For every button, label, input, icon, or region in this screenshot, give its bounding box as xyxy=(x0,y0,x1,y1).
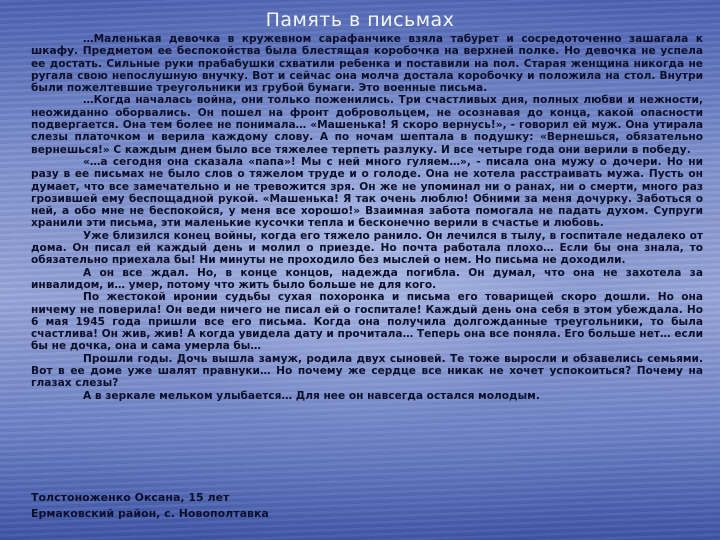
paragraph-2: …Когда началась война, они только поженились. Три счастливых дня, полных любви и нежности, неожиданно оборвались. Он пошел на фронт добровольцем, не осознавая до конца, какой опасности подвергается. Она тем более не понимала… «Машенька! Я скоро вернусь!», - говорил ей муж. Она утирала слезы платочком и верила каждому слову. А по ночам шептала в подушку: «Вернешься, обязательно вернешься!» С каждым днем было все тяжелее терпеть разлуку. И все четыре года они верили в победу. xyxy=(31,94,703,156)
paragraph-5: А он все ждал. Но, в конце концов, надежда погибла. Он думал, что она не захотела за инвалидом, и… умер, потому что жить было больше не для кого. xyxy=(31,266,703,291)
page-title: Память в письмах xyxy=(265,9,455,31)
signature-location: Ермаковский район, с. Новополтавка xyxy=(31,507,269,520)
paragraph-7: Прошли годы. Дочь вышла замуж, родила двух сыновей. Те тоже выросли и обзавелись семьями. Вот в ее доме уже шалят правнуки… Но почему же сердце все никак не хочет успокоиться? Почему на глазах слезы? xyxy=(31,352,703,390)
paragraph-6: По жестокой иронии судьбы сухая похоронка и письма его товарищей скоро дошли. Но она ничему не поверила! Он веди ничего не писал ей о госпитале! Каждый день она себя в этом убеждала. Но 6 мая 1945 года пришли все его письма. Когда она получила долгожданные треугольники, то была счастлива! Он жив, жив! А когда увидела дату и прочитала… Теперь она все поняла. Его больше нет… если бы не дочка, она и сама умерла бы… xyxy=(31,291,703,353)
signature-author: Толстоноженко Оксана, 15 лет xyxy=(31,491,230,504)
paragraph-1: …Маленькая девочка в кружевном сарафанчике взяла табурет и сосредоточенно зашагала к шкафу. Предметом ее беспокойства была блестящая коробочка на верхней полке. Но девочка не успела ее достать. Сильные руки прабабушки схватили ребенка и поставили на пол. Старая женщина никогда не ругала свою непослушную внучку. Вот и сейчас она молча достала коробочку и положила на стол. Внутри были пожелтевшие треугольники из грубой бумаги. Это военные письма. xyxy=(31,33,703,95)
paragraph-8: А в зеркале мельком улыбается… Для нее он навсегда остался молодым. xyxy=(83,389,540,402)
paragraph-4: Уже близился конец войны, когда его тяжело ранило. Он лечился в тылу, в госпитале недалеко от дома. Он писал ей каждый день и молил о приезде. Но почта работала плохо… Если бы она знала, то обязательно приехала бы! Ни минуты не проходило без мыслей о нем. Но письма не доходили. xyxy=(31,229,703,267)
paragraph-3: «…а сегодня она сказала «папа»! Мы с ней много гуляем…», - писала она мужу о дочери. Но ни разу в ее письмах не было слов о тяжелом труде и о голоде. Она не хотела расстраивать мужа. Пусть он думает, что все замечательно и не тревожится зря. Он же не упоминал ни о ранах, ни о смерти, много раз грозившей ему беспощадной рукой. «Машенька! Я так очень люблю! Обними за меня дочурку. Заботься о ней, а обо мне не беспокойся, у меня все хорошо!» Взаимная забота помогала не падать духом. Супруги хранили эти письма, эти маленькие кусочки тепла и бесконечно верили в счастье и любовь. xyxy=(31,155,703,230)
story-text xyxy=(31,33,703,402)
signature xyxy=(31,490,269,522)
